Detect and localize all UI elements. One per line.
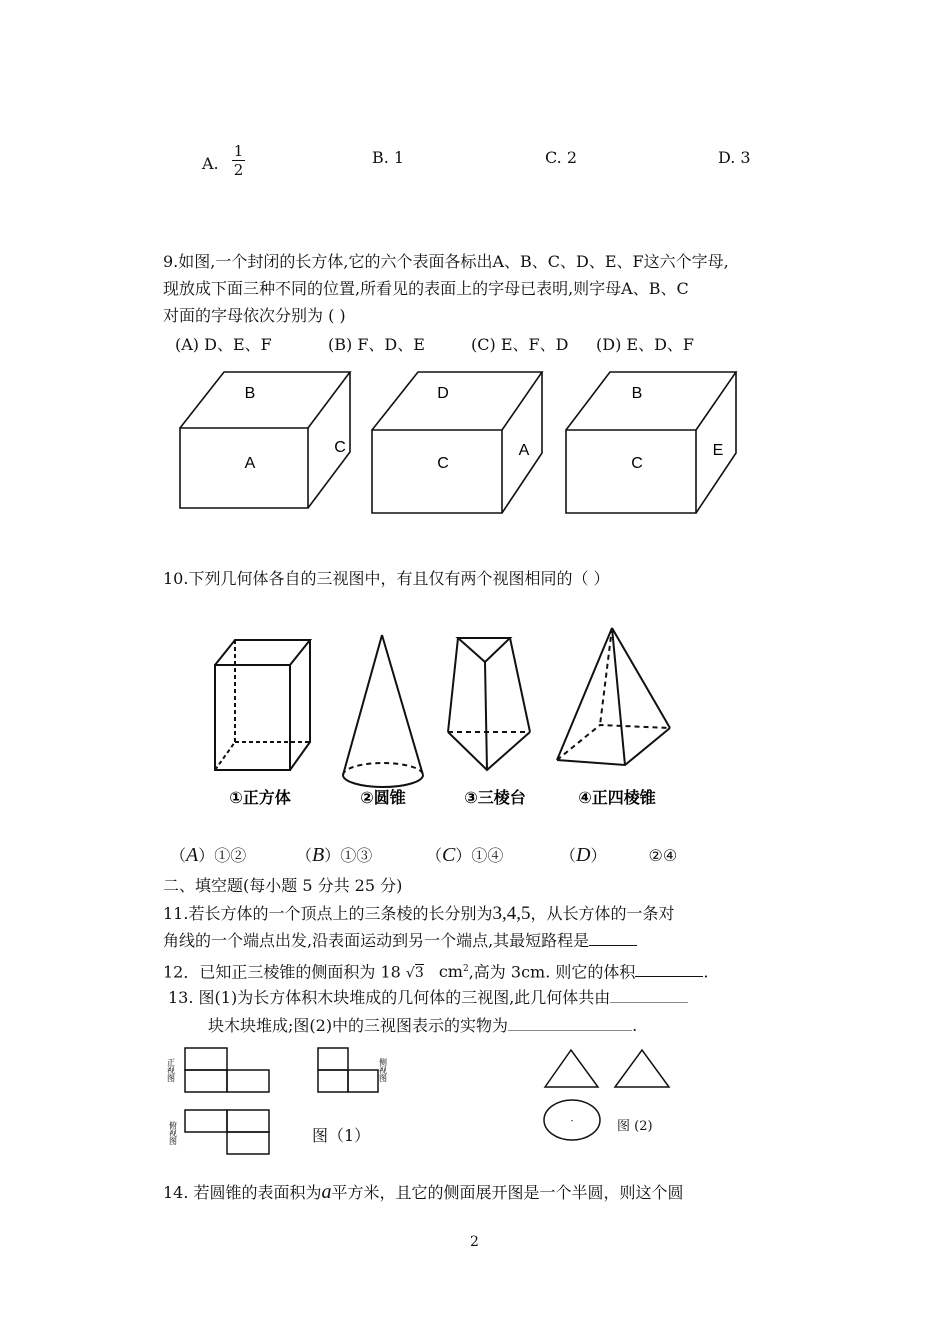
cube-2-front-label: C [437,455,449,472]
q13-text-a: 13. 图(1)为长方体积木块堆成的几何体的三视图,此几何体共由 [168,988,611,1007]
option-text: ①② [214,846,247,865]
circle-center-dot: - [570,1116,574,1125]
q9-line3: 对面的字母依次分别为 ( ) [163,306,346,325]
q11-line2 [163,929,637,953]
q9-option-d: (D) E、D、F [596,335,695,354]
option-letter: A [186,844,199,866]
option-letter: D [576,844,591,866]
fig-2-caption: 图 (2) [617,1119,653,1134]
paren-open: （ [560,846,577,865]
q13-figure-2 [538,1045,678,1145]
q14-text-b: 平方米，且它的侧面展开图是一个半圆，则这个圆 [331,1183,684,1202]
solid-cone [343,635,423,787]
q10-question: 10.下列几何体各自的三视图中，有且仅有两个视图相同的（ ） [163,569,610,588]
front-view-grid [185,1048,269,1092]
q12-text-b: ,高为 3cm. 则它的体积 [468,962,636,982]
label-side-view: 侧视图 [378,1058,388,1082]
q11-text: 角线的一个端点出发,沿表面运动到另一个端点,其最短路程是 [163,931,590,950]
q13-line2 [208,1014,637,1038]
q10-option-b [296,843,372,868]
page-number: 2 [470,1234,479,1250]
caption-cone: ②圆锥 [360,790,406,807]
cube-2 [372,372,542,513]
q11-answer-blank[interactable] [589,945,637,946]
q13-text-b: 块木块堆成;图(2)中的三视图表示的实物为 [208,1016,509,1035]
q14-variable: a [321,1181,332,1203]
paren-close: ） [590,846,607,865]
sqrt-symbol: √ [405,965,415,982]
q12-end: . [703,962,709,982]
caption-pyramid: ④正四棱锥 [578,790,656,807]
caption-frustum: ③三棱台 [464,790,526,807]
q9-cubes-figure [170,360,740,525]
q10-option-a [170,843,246,868]
caption-cube: ①正方体 [229,790,291,807]
q13-blank-1[interactable] [610,1002,688,1003]
paren-open: （ [170,846,187,865]
cube-1-front-label: A [244,455,256,472]
q12-unit: cm [438,962,463,982]
section-2-heading: 二、填空题(每小题 5 分共 25 分) [163,876,403,895]
triangle-side-view [615,1050,669,1087]
cube-2-top-label: D [437,385,449,402]
paren-open: （ [426,846,443,865]
q11-text-b: ，从长方体的一条对 [530,904,675,923]
triangle-front-view [545,1050,598,1087]
paren-open: （ [296,846,313,865]
q12-unit-exponent: 2 [462,964,469,974]
cube-2-side-label: A [518,442,530,459]
option-letter: B [312,844,325,866]
label-top-view: 俯视图 [168,1121,178,1145]
q9-option-c: (C) E、F、D [471,335,569,354]
sqrt-value: 3 [414,965,424,982]
option-d: D. 3 [718,148,751,167]
q10-option-d [560,843,677,868]
q13-blank-2[interactable] [508,1030,632,1031]
fraction-numerator: 1 [233,142,244,160]
solid-prism [215,640,310,770]
option-text: ①③ [340,846,373,865]
q12-answer-blank[interactable] [635,976,703,977]
paren-close: ） [324,846,341,865]
cube-1-top-label: B [244,385,256,402]
paren-close: ） [198,846,215,865]
top-view-grid [185,1110,269,1154]
cube-3-side-label: E [712,442,724,459]
solid-frustum [448,638,530,770]
q13-end: . [632,1016,638,1035]
option-letter: C [442,844,456,866]
cube-3-top-label: B [631,385,643,402]
option-text: ①④ [471,846,504,865]
q9-option-a: (A) D、E、F [175,335,272,354]
option-b: B. 1 [372,148,405,167]
q9-option-b: (B) F、D、E [328,335,425,354]
q10-option-c [426,843,503,868]
q12-text-a: 12．已知正三棱锥的侧面积为 18 [163,962,401,982]
cube-1 [180,372,350,508]
q10-solids-figure [205,620,685,820]
cube-1-side-label: C [334,439,346,456]
option-c: C. 2 [545,148,578,167]
q14-line [163,1180,684,1205]
option-a-label: A. [202,154,219,173]
q11-values: 3,4,5 [492,903,531,924]
q9-line2: 现放成下面三种不同的位置,所看见的表面上的字母已表明,则字母A、B、C [163,279,689,298]
fig-1-caption: 图（1） [312,1126,371,1145]
q13-line1 [168,986,688,1010]
option-text: ②④ [648,846,678,865]
q11-line1 [163,902,674,926]
q12-line [163,957,708,985]
q11-text-a: 11.若长方体的一个顶点上的三条棱的长分别为 [163,904,493,923]
side-view-grid [318,1048,378,1092]
cube-3 [566,372,736,513]
fraction-denominator: 2 [233,161,244,179]
cube-3-front-label: C [631,455,643,472]
q14-text-a: 14. 若圆锥的表面积为 [163,1183,322,1202]
solid-pyramid [557,628,670,765]
label-front-view: 正视图 [166,1058,176,1082]
paren-close: ） [455,846,472,865]
q9-line1: 9.如图,一个封闭的长方体,它的六个表面各标出A、B、C、D、E、F这六个字母, [163,252,729,271]
fraction-one-half [232,142,246,179]
option-a [202,142,245,183]
